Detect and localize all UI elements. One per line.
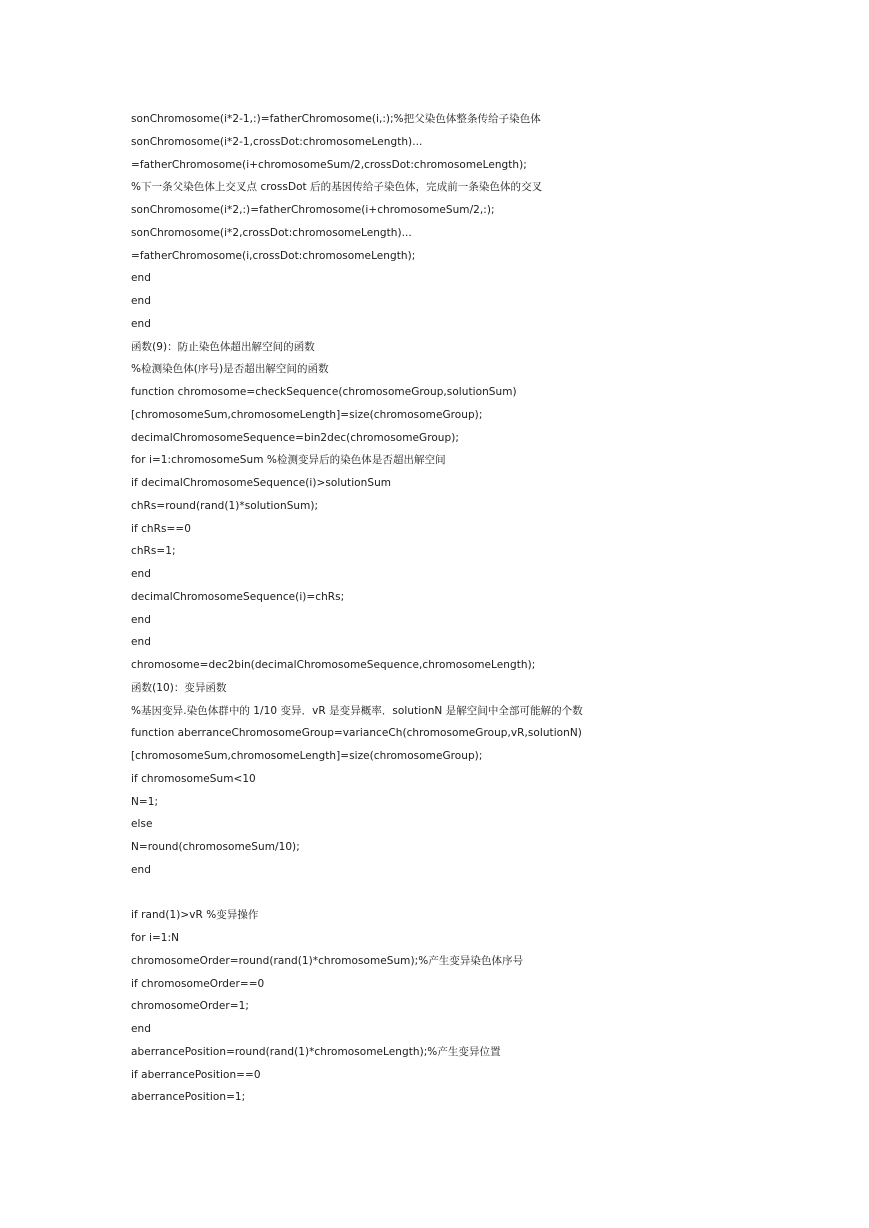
- code-listing: [131, 108, 831, 1109]
- code-line: N=round(chromosomeSum/10);: [131, 841, 300, 853]
- code-line: chromosomeOrder=round(rand(1)*chromosomeSum);%产生变异染色体序号: [131, 954, 524, 967]
- code-line: decimalChromosomeSequence=bin2dec(chromosomeGroup);: [131, 431, 459, 444]
- code-line: end: [131, 295, 151, 307]
- blank-line: [131, 882, 831, 905]
- code-line: chRs=round(rand(1)*solutionSum);: [131, 499, 319, 512]
- code-line: if chromosomeOrder==0: [131, 977, 265, 990]
- code-line: function chromosome=checkSequence(chromosomeGroup,solutionSum): [131, 386, 517, 398]
- code-line: [chromosomeSum,chromosomeLength]=size(chromosomeGroup);: [131, 750, 483, 762]
- code-line: chromosome=dec2bin(decimalChromosomeSequence,chromosomeLength);: [131, 659, 536, 671]
- code-line: if chromosomeSum<10: [131, 772, 256, 785]
- code-line: end: [131, 568, 151, 580]
- section-heading: 函数(10)：变异函数: [131, 681, 227, 694]
- code-line: function aberranceChromosomeGroup=varianceCh(chromosomeGroup,vR,solutionN): [131, 727, 582, 740]
- code-line: aberrancePosition=round(rand(1)*chromosomeLength);%产生变异位置: [131, 1045, 501, 1058]
- code-line: if rand(1)>vR %变异操作: [131, 909, 259, 922]
- code-line: end: [131, 272, 151, 285]
- code-line: =fatherChromosome(i+chromosomeSum/2,crossDot:chromosomeLength);: [131, 158, 527, 171]
- code-line: end: [131, 863, 151, 876]
- code-line: sonChromosome(i*2-1,crossDot:chromosomeLength)...: [131, 135, 423, 148]
- code-line: if aberrancePosition==0: [131, 1068, 261, 1081]
- code-line: else: [131, 818, 153, 831]
- section-heading: 函数(9)：防止染色体超出解空间的函数: [131, 340, 315, 353]
- code-line: aberrancePosition=1;: [131, 1091, 246, 1104]
- code-line: end: [131, 1023, 151, 1035]
- code-line: sonChromosome(i*2,crossDot:chromosomeLength)...: [131, 226, 412, 239]
- code-line: chromosomeOrder=1;: [131, 1000, 249, 1013]
- code-line: sonChromosome(i*2,:)=fatherChromosome(i+chromosomeSum/2,:);: [131, 204, 495, 216]
- code-line: for i=1:N: [131, 932, 180, 944]
- code-line: if chRs==0: [131, 522, 191, 535]
- code-line: for i=1:chromosomeSum %检测变异后的染色体是否超出解空间: [131, 454, 446, 467]
- code-line: end: [131, 317, 151, 330]
- code-line: if decimalChromosomeSequence(i)>solutionSum: [131, 477, 392, 489]
- code-line: =fatherChromosome(i,crossDot:chromosomeLength);: [131, 249, 416, 262]
- code-line: N=1;: [131, 795, 159, 808]
- code-line: [chromosomeSum,chromosomeLength]=size(chromosomeGroup);: [131, 408, 483, 421]
- comment-line: %检测染色体(序号)是否超出解空间的函数: [131, 363, 329, 376]
- code-line: end: [131, 613, 151, 626]
- code-line: end: [131, 636, 151, 649]
- code-line: decimalChromosomeSequence(i)=chRs;: [131, 590, 345, 603]
- comment-line: %下一条父染色体上交叉点 crossDot 后的基因传给子染色体，完成前一条染色体的交叉: [131, 181, 543, 194]
- code-line: sonChromosome(i*2-1,:)=fatherChromosome(i,:);%把父染色体整条传给子染色体: [131, 113, 541, 125]
- code-line: chRs=1;: [131, 545, 176, 558]
- comment-line: %基因变异.染色体群中的 1/10 变异．vR 是变异概率．solutionN 是解空间中全部可能解的个数: [131, 704, 583, 717]
